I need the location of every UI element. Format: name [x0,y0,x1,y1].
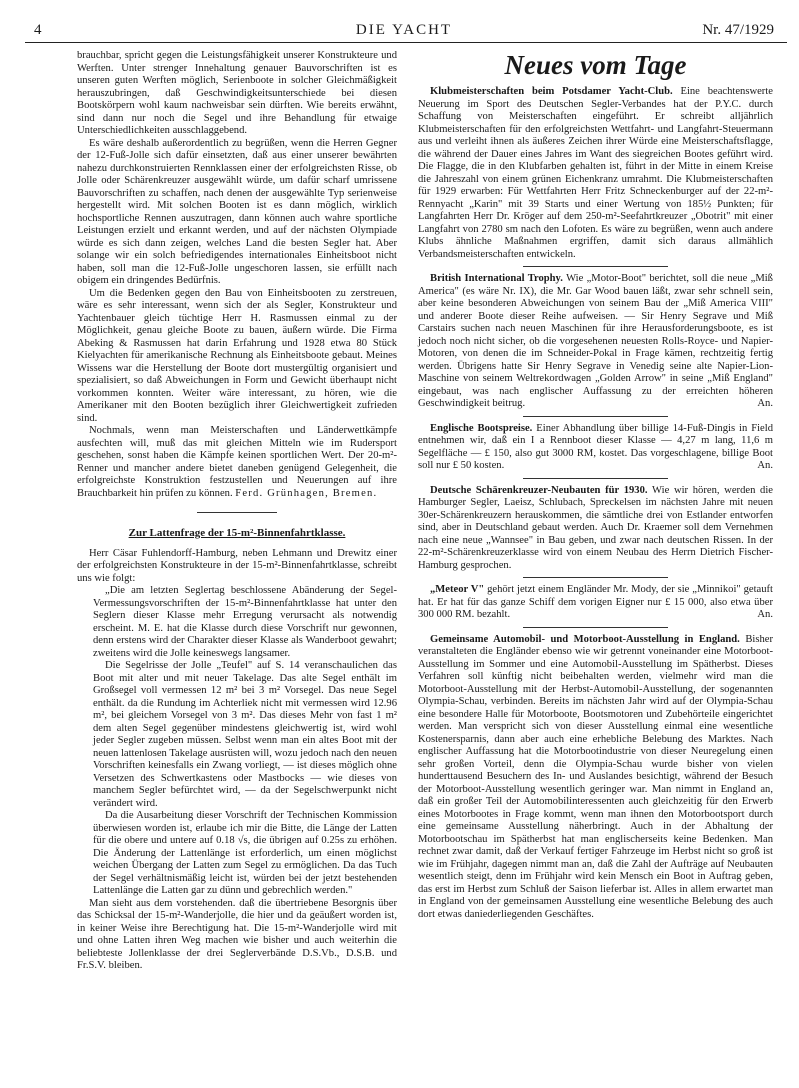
news-title: British International Trophy. [430,273,563,284]
quote-paragraph: Die Segelrisse der Jolle „Teufel" auf S. 14 veranschaulichen das Boot mit alter und mit neuer Takelage. Das alte Segel enthält im Großsegel voll vermessen 12 m² bei 3 m² Vorsegel. Das neue Segel enthält. da die Rundung im Achterliek nicht mit vermessen wird 12.96 m², bei gleichem Vorsegel von 3 m². Das dieses Mehr von fast 1 m² dem alten Segel gegenüber mindestens gleichwertig ist, wird wohl jeder Segler zugeben müssen. Selbst wenn man ein altes Boot mit der neuen lattenlosen Takelage ausrüsten will, wozu jedoch nach den neuen Vorschriften keinesfalls ein Zwang vorliegt, — ist dieses möglich ohne Versetzen des Schwertkastens oder Mastbocks — wie dieses von manchem Segler befürchtet wird, — da der Segelschwerpunkt nicht verändert wird. [93,660,397,809]
article-title: Zur Lattenfrage der 15-m²-Binnenfahrtklasse. [128,527,346,539]
author-signature: Ferd. Grünhagen, Bremen. [235,487,378,499]
section-divider [523,627,668,628]
news-text: Wie wir hören, werden die Hamburger Segler, Laeisz, Schlubach, Spreckelsen im nächsten Jahre mit neuen 30er-Schärenkreuzern herauskommen, die sämtliche drei von Estlander entworfen sind, aber in Deutschland gebaut werden. Auch Dr. Kraemer soll dem Vernehmen nach eine neue „Wannsee" in Bau geben, und zwar nach deutschen Rissen. In der 22-m²-Schärenkreuzerklasse wird von einem Neubau des Herrn Dietrich Fischer-Hamburg gesprochen. [418,484,773,571]
magazine-title: DIE YACHT [355,22,453,38]
paragraph [77,425,397,500]
section-divider [523,478,668,479]
section-divider [523,577,668,578]
news-item [418,634,773,922]
news-text: gehört jetzt einem Engländer Mr. Mody, der sie „Minnikoi" getauft hat. Er hat für das ganze Schiff dem vorigen Eigner nur £ 15 000, also etwa über 300 000 RM. bezahlt. [418,584,773,620]
news-title: Gemeinsame Automobil- und Motorboot-Ausstellung in England. [430,633,740,645]
section-divider [523,416,668,417]
news-text: Eine beachtenswerte Neuerung im Sport des Deutschen Segler-Verbandes hat der P.Y.C. durch Schaffung von Meisterschaften eingeführt. Er schreibt alljährlich Klubmeisterschaften für den erfolgreichsten Wettfahrt- und Langfahrt-Steuermann aus und verleiht ihnen als äußeres Zeichen ihrer Würde eine Meisterschaftsflagge, die während der Dauer eines Jahres im Want des siegreichen Bootes geführt wird. Die Flagge, die in den Klubfarben gehalten ist, führt in der Mitte in einem Kreise die Jahreszahl von einem grünen Eichenkranz umrahmt. Die Klubmeisterschaften für 1929 erwarben: Für Wettfahrten Herr Fritz Schneckenburger auf der 22-m²-Rennyacht „Karin" mit 39 Starts und einer Wertung von 185½ Punkten; für Langfahrten Herr Dr. Kröger auf dem 250-m²-Seefahrtkreuzer „Obotrit" mit einer Langfahrt von 2780 sm nach den Lofoten. Es wäre zu begrüßen, wenn auch andere Klubs ähnliche Maßnahmen ergriffen, damit sich daraus allmählich Verbandsmeisterschaften entwickeln. [418,86,773,260]
section-divider [197,512,277,513]
news-item [418,86,773,261]
quotation [77,585,397,898]
page-header [24,12,784,42]
news-title: Englische Bootspreise. [430,422,533,434]
paragraph: brauchbar, spricht gegen die Leistungsfähigkeit unserer Konstrukteure und Werften. Unter strenger Innehaltung genauer Bauvorschriften ist es unseren guten Werften möglich, Serienboote in solcher Gleichmäßigkeit herauszubringen, daß Geschwindigkeitsunterschiede bei diesen Bootskörpern wohl kaum nachweisbar sein dürften. Wie bereits erwähnt, sind dann nur noch die Segel und ihre Behandlung für etwaige Unterschiedlichkeiten ausschlaggebend. [77,50,397,136]
right-column [418,50,773,921]
news-title: Klubmeisterschaften beim Potsdamer Yacht-Club. [430,86,673,97]
quote-paragraph: Da die Ausarbeitung dieser Vorschrift der Technischen Kommission überwiesen worden ist, erlaube ich mir die Bitte, die Länge der Latten für die obere und untere auf 0.18 √s, die übrigen auf 0.25s zu erhöhen. Die Änderung der Lattenlänge ist erforderlich, um einen möglichst weichen Übergang der Latten zum Segel zu ermöglichen. Da das Tuch der Segel verhältnismäßig leicht ist, würden bei der jetzt bestehenden Lattenlänge die Latten gar zu dünn und gebrechlich werden." [93,810,397,896]
news-item [418,485,773,573]
section-divider [523,266,668,267]
header-rule [25,42,787,43]
paragraph: Herr Cäsar Fuhlendorff-Hamburg, neben Lehmann und Drewitz einer der erfolgreichsten Konstrukteure in der 15-m²-Binnenfahrtklasse, schreibt uns wie folgt: [77,547,397,584]
paragraph: Man sieht aus dem vorstehenden. daß die übertriebene Besorgnis über das Schicksal der 15-m²-Wanderjolle, die hier und da geäußert worden ist, in keiner Weise ihre Berechtigung hat. Die 15-m²-Wanderjolle wird mit und ohne Latten ihren Weg machen wie bisher und auch weiterhin die beliebteste Jollenklasse der drei Seglerverbände D.S.Vb., D.S.B. und Fr.S.V. bleiben. [77,897,397,971]
news-text: Bisher veranstalteten die Engländer ebenso wie wir getrennt voneinander eine Motorboot-Ausstellung im Sommer und eine Automobil-Ausstellung im Spätherbst. Dieses Verfahren soll künftig nicht beibehalten werden, vielmehr wird man die Motorboot-Ausstellung mit der Herbst-Automobil-Ausstellung, der sogenannten Olympia-Schau, verbinden. Bereits im nächsten Jahr wird auf der Olympia-Schau eine besondere Halle für Motorboote, Bootsmotoren und Zubehörteile eingerichtet werden. Man verspricht sich von dieser Ausstellung einmal eine wesentliche Kostenersparnis, dann aber auch eine erhebliche Belebung des Marktes. Nach englischer Auffassung hat die Motorbootindustrie von dieser Neuregelung einen sehr großen Vorteil, denn die Olympia-Schau wurde bisher von vielen hunderttausend Besuchern des In- und Auslandes besichtigt, während der Besuch der Motorboot-Ausstellung wesentlich geringer war. Man nimmt in England an, daß ein großer Teil der Automobilinteressenten auch gleichzeitig für den Erwerb eines Motorbootes in Frage kommt, wenn man ihnen den Motorbootsport durch eine gemeinsame Ausstellung näherbringt. Auch in der Abhaltung der Motorbootschau im Spätherbst hat man englischerseits keine Bedenken. Man rechnet zwar damit, daß der Verkauf fertiger Fahrzeuge im Herbst nicht so groß ist wie im Frühjahr, dagegen nimmt man an, daß die Zahl der Aufträge auf Neubauten wesentlich steigt, denn im Frühjahr wird kein Mensch ein Boot in Auftrag geben, das erst im Herbst zum Schluß der Saison lieferbar ist. Alles in allem erwartet man in England von der gemeinsamen Ausstellung eine wesentliche Belebung des auch dort etwas daniederliegenden Geschäftes. [418,633,773,920]
news-title: Deutsche Schärenkreuzer-Neubauten für 1930. [430,484,648,496]
author-initials: An. [757,460,773,471]
news-item [418,584,773,622]
section-title: Neues vom Tage [504,50,687,80]
paragraph-text: Nochmals, wenn man Meisterschaften und Länderwettkämpfe ausfechten will, muß das mit gleichen Mitteln wie im Rudersport geschehen, sonst haben die Kämpfe keinen sportlichen Wert. Der 20-m²-Renner und mancher andere bietet daneben genügend Gelegenheit, die erfolgreichste Konstruktion festzustellen und Neuerungen auf ihre Brauchbarkeit hin prüfen zu können. [77,425,397,499]
left-column [77,50,397,973]
news-item [418,273,773,411]
author-initials: An. [757,609,773,620]
news-text: Wie „Motor-Boot" berichtet, soll die neue „Miß America" (es wäre Nr. IX), die Mr. Gar Wood bauen läßt, zwar sehr schnell sein, aber keine besonderen Abweichungen von seinem Bau der „Miß America VIII" und anderer Boote dieser Reihe aufweisen. — Sir Henry Segrave und Miß Carstairs suchen nach neuen Maschinen für ihre Herausforderungsboote, es ist jedoch noch nicht sicher, ob die vorgesehenen neuesten Rolls-Royce- und Napier-Motoren, von denen die im Schneider-Pokal in Frage kämen, rechtzeitig fertig werden. Übrigens hatte Sir Henry Segrave in Venedig seine alte Napier-Lion-Maschine von seinem Weltrekordwagen „Golden Arrow" in seine „Miß England" eingebaut, was nach englischer Auffassung zu der erreichten höheren Geschwindigkeit beitrug. [418,273,773,409]
news-item [418,423,773,473]
issue-number: Nr. 47/1929 [702,22,774,38]
news-text: Einer Abhandlung über billige 14-Fuß-Dingis in Field entnehmen wir, daß ein I a Rennboot dieser Klasse — 4,27 m lang, 11,6 m Segelfläche — £ 150, also gut 3000 RM, kostet. Das vorgeschlagene, billige Boot soll nur £ 50 kosten. [418,422,773,471]
paragraph: Um die Bedenken gegen den Bau von Einheitsbooten zu zerstreuen, wäre es sehr interessant, wenn sich der als Segler, Konstrukteur und Yachtenbauer gleich tüchtige Herr H. Rasmussen einmal zu der Möglichkeit, genau gleiche Boote zu bauen, äußern würde. Die Firma Abeking & Rasmussen hat darin Erfahrung und 1928 etwa 80 Stück Kielyachten für amerikanische Rechnung als Einheitsboote gebaut. Meines Wissens war die Herstellung der Boote dort mustergültig organisiert und spezialisiert, so daß Abweichungen in Form und Gewicht überhaupt nicht vorkommen konnten. Weiter wäre interessant, zu hören, wie die Amerikaner mit den Booten bezüglich ihrer Gleichwertigkeit zufrieden sind. [77,287,397,424]
news-title: „Meteor V" [430,584,485,595]
quote-paragraph: „Die am letzten Seglertag beschlossene Abänderung der Segel-Vermessungsvorschriften der 15-m²-Binnenfahrtklasse hat unter den Seglern dieser Klasse mehr Erregung verursacht als notwendig erscheint. M. E. hat die Klasse durch diese Vorschrift nur gewonnen, denn erstens wird der Charakter dieser Klasse als Wanderboot gewahrt; zweitens wird die Jolle keineswegs langsamer. [93,585,397,659]
paragraph: Es wäre deshalb außerordentlich zu begrüßen, wenn die Herren Gegner der 12-Fuß-Jolle sich dafür einsetzten, daß aus einer unserer bewährten nahezu durchkonstruierten Rennklassen einer der erfolgreichsten Risse, ob Jolle oder Schärenkreuzer ausgewählt würde, um dafür scharf umrissene Bauvorschriften zu schaffen, nach denen der ausgewählte Typ serienweise hergestellt wird. Mit solchen Booten ist es dann möglich, wirklich hochsportliche Rennen auszutragen, dann können auch wahre sportliche Leistungen erzielt und erkannt werden, und auf der nächsten Olympiade würde es sich dann zeigen, welches Land die besten Segler hat. Aber solange wir ein solch befriedigendes internationales Einheitsboot nicht haben, soll man die 12-Fuß-Jolle ungeschoren lassen, sie erfüllt nach obigem ein dringendes Bedürfnis. [77,137,397,286]
author-initials: An. [757,398,773,409]
page-number: 4 [34,22,42,38]
